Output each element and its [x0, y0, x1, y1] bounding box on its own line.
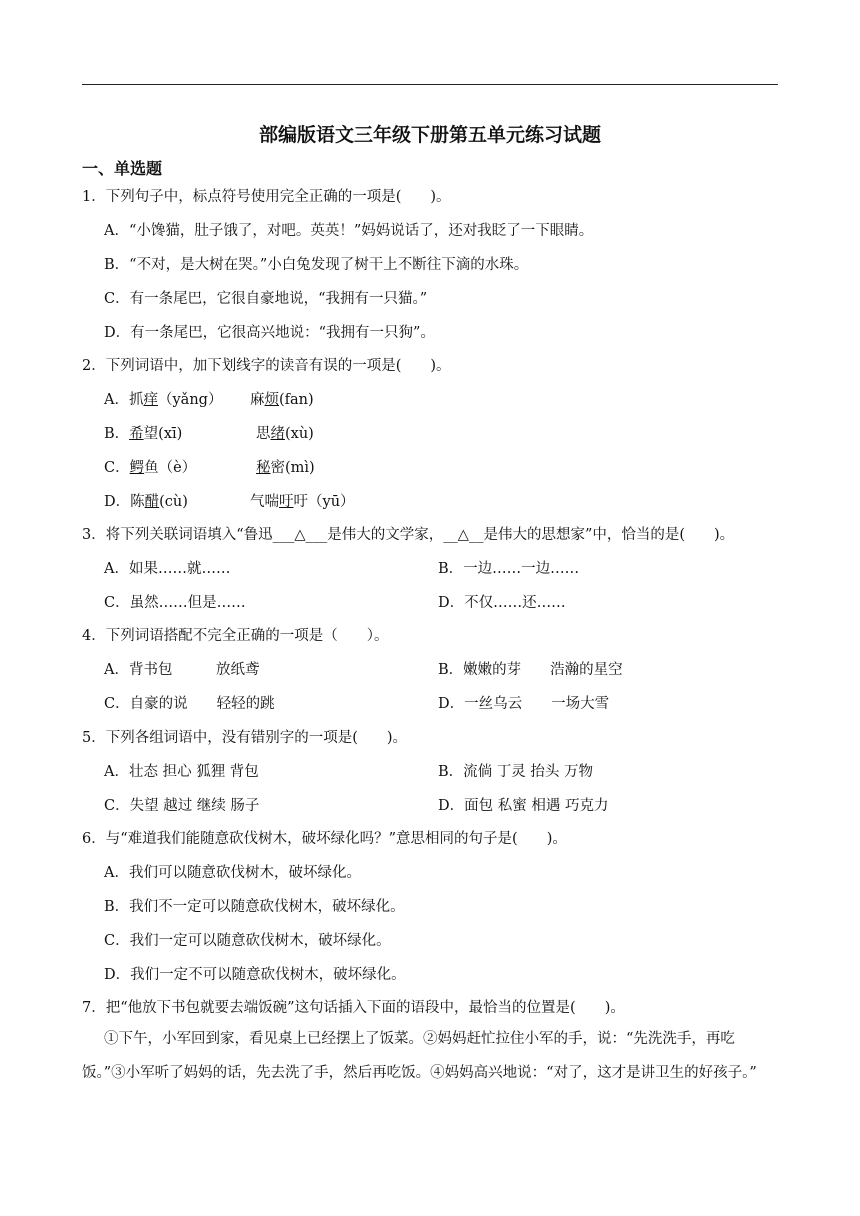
option-text: C． — [104, 460, 130, 476]
question-2-option-a[interactable] — [104, 388, 314, 409]
question-2-option-c[interactable] — [104, 456, 315, 477]
question-7-passage: ①下午，小军回到家，看见桌上已经摆上了饭菜。②妈妈赶忙拉住小军的手，说：“先洗洗手，再吃饭。”③小军听了妈妈的话，先去洗了手，然后再吃饭。④妈妈高兴地说：“对了，这才是讲卫生的好孩子。” — [82, 1031, 757, 1081]
option-text: 麻 — [250, 392, 265, 408]
question-6-option-c[interactable]: C．我们一定可以随意砍伐树木，破坏绿化。 — [104, 933, 391, 949]
option-a-word-2 — [250, 388, 314, 409]
option-text: 吁（yū） — [293, 494, 355, 510]
question-6-option-d[interactable]: D．我们一定不可以随意砍伐树木，破坏绿化。 — [104, 967, 406, 983]
question-3-option-b[interactable]: B．一边……一边…… — [438, 561, 580, 577]
question-1-stem: 1．下列句子中，标点符号使用完全正确的一项是( )。 — [82, 189, 451, 205]
option-text: (xù) — [285, 426, 314, 442]
underlined-char: 秘 — [256, 460, 271, 476]
question-5-stem: 5．下列各组词语中，没有错别字的一项是( )。 — [82, 730, 408, 746]
header-rule — [82, 84, 778, 85]
option-c-word-2 — [256, 456, 315, 477]
option-text: D．陈 — [104, 494, 145, 510]
option-d-word-2 — [250, 490, 355, 511]
option-text: 鱼（è） — [144, 460, 197, 476]
question-6-option-a[interactable]: A．我们可以随意砍伐树木，破坏绿化。 — [104, 865, 361, 881]
question-4-option-c[interactable]: C．自豪的说 轻轻的跳 — [104, 696, 275, 712]
question-5-option-b[interactable]: B．流倘 丁灵 抬头 万物 — [438, 764, 593, 780]
question-4-option-a[interactable]: A．背书包 放纸鸢 — [104, 662, 260, 678]
underlined-char: 吁 — [279, 494, 294, 510]
question-2-stem: 2．下列词语中，加下划线字的读音有误的一项是( )。 — [82, 358, 451, 374]
underlined-char: 鳄 — [129, 460, 145, 476]
question-5-option-c[interactable]: C．失望 越过 继续 肠子 — [104, 798, 260, 814]
question-5-option-a[interactable]: A．壮态 担心 狐狸 背包 — [104, 764, 259, 780]
question-3-option-c[interactable]: C．虽然……但是…… — [104, 595, 246, 611]
question-3-option-d[interactable]: D．不仅……还…… — [438, 595, 566, 611]
page-title: 部编版语文三年级下册第五单元练习试题 — [258, 124, 601, 146]
option-text: （yǎng） — [157, 392, 223, 408]
option-text: 望(xī) — [143, 426, 183, 442]
section-heading: 一、单选题 — [82, 159, 163, 178]
question-4-stem: 4．下列词语搭配不完全正确的一项是（ ）。 — [82, 628, 389, 644]
question-7-stem: 7．把“他放下书包就要去端饭碗”这句话插入下面的语段中，最恰当的位置是( )。 — [82, 1000, 625, 1016]
question-4-option-d[interactable]: D．一丝乌云 一场大雪 — [438, 696, 610, 712]
question-1-option-a[interactable]: A．“小馋猫，肚子饿了，对吧。英英！”妈妈说话了，还对我眨了一下眼睛。 — [104, 223, 594, 239]
question-6-option-b[interactable]: B．我们不一定可以随意砍伐树木，破坏绿化。 — [104, 899, 405, 915]
question-2-option-b[interactable] — [104, 422, 314, 443]
question-1-option-b[interactable]: B．“不对，是大树在哭。”小白兔发现了树干上不断往下滴的水珠。 — [104, 257, 529, 273]
question-3-stem: 3．将下列关联词语填入“鲁迅___△___是伟大的文学家，__△__是伟大的思想家”中，恰当的是( )。 — [82, 527, 735, 543]
question-2-option-d[interactable] — [104, 490, 355, 511]
question-5-option-d[interactable]: D．面包 私蜜 相遇 巧克力 — [438, 798, 609, 814]
underlined-char: 烦 — [264, 392, 279, 408]
option-text: 气喘 — [250, 494, 279, 510]
question-4-option-b[interactable]: B．嫩嫩的芽 浩瀚的星空 — [438, 662, 623, 678]
underlined-char: 痒 — [143, 392, 158, 408]
option-text: A．抓 — [104, 392, 144, 408]
option-text: 思 — [256, 426, 271, 442]
question-6-stem: 6．与“难道我们能随意砍伐树木，破坏绿化吗？”意思相同的句子是( )。 — [82, 831, 567, 847]
underlined-char: 醋 — [144, 494, 160, 510]
option-b-word-2 — [256, 422, 314, 443]
question-1-option-c[interactable]: C．有一条尾巴，它很自豪地说，“我拥有一只猫。” — [104, 291, 428, 307]
option-text: (fan) — [279, 392, 314, 408]
question-1-option-d[interactable]: D．有一条尾巴，它很高兴地说：“我拥有一只狗”。 — [104, 325, 435, 341]
question-3-option-a[interactable]: A．如果……就…… — [104, 561, 231, 577]
underlined-char: 希 — [129, 426, 144, 442]
option-text: B． — [104, 426, 130, 442]
option-text: 密(mì) — [270, 460, 315, 476]
underlined-char: 绪 — [270, 426, 285, 442]
option-text: (cù) — [159, 494, 188, 510]
